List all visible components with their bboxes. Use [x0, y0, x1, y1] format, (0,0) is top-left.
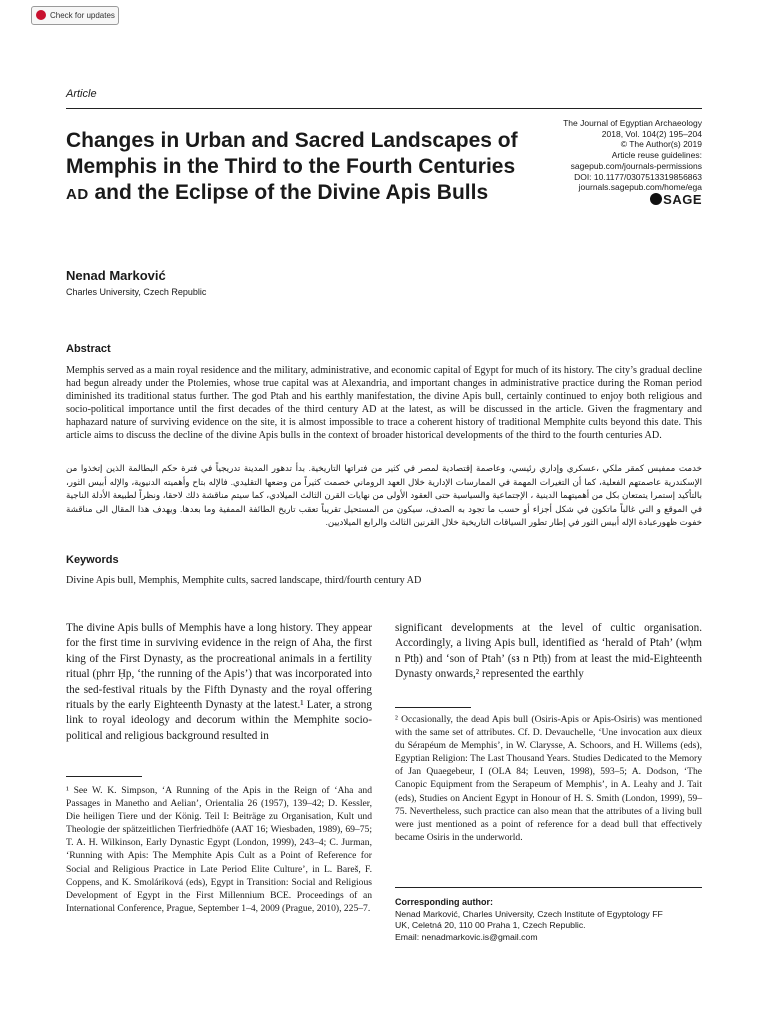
journal-volume: 2018, Vol. 104(2) 195–204: [601, 128, 702, 139]
sage-mark-icon: [650, 193, 662, 205]
footnote-rule-left: [66, 776, 142, 777]
header-rule: [66, 108, 702, 109]
journal-name: The Journal of Egyptian Archaeology: [563, 118, 702, 128]
footnote-2: ² Occasionally, the dead Apis bull (Osiris-Apis or Apis-Osiris) was mentioned with the same set of attributes. Cf. D. Devauchelle, ‘Une invocation aux dieux du Sérapéum de Memphis’, in W. Clarysse, A. Schoors, and H. Willems (eds), Egyptian Religion: The Last Thousand Years. Studies Dedicated to the Memory of Jan Quaegebeur, I (OLA 84; Leuven, 1998), 593–5; A. Dodson, ‘The Canopic Equipment from the Serapeum of Memphis’, in A. Leahy and J. Tait (eds), Studies on Ancient Egypt in Honour of H. S. Smith (London, 1999), 59–75. Nevertheless, such practice can also mean that the attributes of a living bull were just mentioned as a point of reference for a dead bull that effectively became Osiris in the underworld.: [395, 714, 702, 843]
reuse-guidelines-label: Article reuse guidelines:: [611, 150, 702, 161]
corresponding-line: Nenad Marković, Charles University, Czech Institute of Egyptology FF: [395, 908, 663, 919]
title-part-2: and the Eclipse of the Divine Apis Bulls: [88, 181, 489, 204]
copyright: © The Author(s) 2019: [620, 139, 702, 150]
doi-link[interactable]: DOI: 10.1177/0307513319856863: [574, 171, 702, 182]
sage-logo: [650, 192, 702, 207]
body-column-right: significant developments at the level of cultic organisation. Accordingly, a living Apis bull, identified as ‘herald of Ptah’ (wḥm n Ptḥ) and ‘son of Ptah’ (sꜣ n Ptḥ) from at least the mid-Eighteenth Dynasty onwards,² represented the earthly: [395, 622, 702, 681]
corresponding-line: UK, Celetná 20, 110 00 Praha 1, Czech Republic.: [395, 920, 586, 931]
author-name: Nenad Marković: [66, 268, 166, 283]
journal-meta: [472, 118, 702, 193]
abstract-arabic: خدمت ممفيس كمقر ملكي ،عسكري وإداري رئيسي، وعاصمة إقتصادية لمصر في كثير من فتراتها التاريخية. بدأ تدهور المدينة تدريجياً في فترة حكم البطالمة الذين إتخذوا من الإسكندرية عاصمتهم الفعلية، كما أن التغيرات المهمة في الممارسات الإدارية خلال العهد الروماني خصمت كثيراً من وضعها التقليدي. فالإله بتاح وأهميته الدنيوية، والإله أبيس الثور، بالتأكيد إستمرا يتمتعان بكل من أهميتهما الدينية ، الإجتماعية والسياسية حتى العقود الأولى من نهايات القرن الثالث الميلادي، كما سيتم مناقشة ذلك لاحقا، ونظراً لطبيعة الأدلة الناجية في الموقع و التي غالباً ماتكون في شكل أجزاء أو حسب ما تجود به الصدف، سيكون من المستحيل تقريباً تعقب تاريخ الطائفة الممفية وما بعدها. ويهدف هذا المقال الى مناقشة خفوت ظهورعبادة الإله أبيس الثور في إطار تطور السياقات التاريخية خلال القرنين الثالث والرابع الميلاديين.: [66, 463, 702, 528]
keywords-heading: Keywords: [66, 554, 119, 566]
article-title: [66, 128, 536, 208]
corresponding-rule: [395, 887, 702, 888]
check-for-updates-label: Check for updates: [50, 11, 115, 20]
article-type-label: Article: [66, 88, 97, 100]
journal-home-link[interactable]: journals.sagepub.com/home/ega: [578, 182, 702, 193]
corresponding-author: [395, 897, 705, 943]
permissions-link[interactable]: sagepub.com/journals-permissions: [570, 160, 702, 171]
author-affiliation: Charles University, Czech Republic: [66, 287, 207, 297]
abstract-heading: Abstract: [66, 343, 111, 355]
corresponding-email[interactable]: Email: nenadmarkovic.is@gmail.com: [395, 931, 538, 942]
crossmark-icon: [36, 10, 46, 20]
title-era: AD: [66, 186, 89, 203]
footnote-rule-right: [395, 707, 471, 708]
abstract-text: Memphis served as a main royal residence and the military, administrative, and economic capital of Egypt for much of its history. The city’s gradual decline had begun already under the Ptolemies, whose true capital was at Alexandria, and important changes in administrative practice during the Roman period diminished its traditional status further. The god Ptah and his earthly manifestation, the divine Apis bull, certainly continued to enjoy both religious and socio-political importance until the first decades of the third century AD at the latest, as will be discussed in the article. Given the fragmentary and haphazard nature of surviving evidence on the site, it is almost impossible to trace a coherent history of traditional Memphite cults beyond this date. This article aims to discuss the decline of the divine Apis bulls in the context of broader historical developments of the third to the fourth centuries AD.: [66, 365, 702, 441]
footnote-1: ¹ See W. K. Simpson, ‘A Running of the Apis in the Reign of ‘Aha and Passages in Manetho and Aelian’, Orientalia 26 (1957), 139–42; D. Kessler, Die heiligen Tiere und der König. Teil I: Beiträge zu Organisation, Kult und Theologie der spätzeitlichen Tierfriedhöfe (AAT 16; Wiesbaden, 1989), 69–75; T. A. H. Wilkinson, Early Dynastic Egypt (London, 1999), 243–4; C. Jurman, ‘Running with Apis: The Memphite Apis Cult as a Point of Reference for Social and Religious Practice in Late Period Elite Culture’, in L. Bareš, F. Coppens, and K. Smoláriková (eds), Egypt in Transition: Social and Religious Development of Egypt in the First Millennium BCE. Proceedings of an International Conference, Prague, September 1–4, 2009 (Prague, 2010), 225–7.: [66, 785, 372, 914]
corresponding-heading: Corresponding author:: [395, 897, 493, 907]
sage-logo-text: SAGE: [663, 192, 702, 207]
check-for-updates-badge[interactable]: [31, 6, 119, 25]
title-part-1: Changes in Urban and Sacred Landscapes of Memphis in the Third to the Fourth Centuries: [66, 129, 518, 178]
body-column-left: The divine Apis bulls of Memphis have a long history. They appear for the first time in surviving evidence in the reign of Aha, the first king of the First Dynasty, as the procreational animals in a fertility ritual (phrr Ḥp, ‘the running of the Apis’) that was incorporated into the sed-festival rituals by the Fifth Dynasty and the royal offering rituals by the early Eighteenth Dynasty at the latest.¹ Later, a strong link to royal ideology and decorum within the Memphite socio-political and religious background resulted in: [66, 622, 372, 742]
keywords-list: Divine Apis bull, Memphis, Memphite cults, sacred landscape, third/fourth century AD: [66, 575, 422, 586]
